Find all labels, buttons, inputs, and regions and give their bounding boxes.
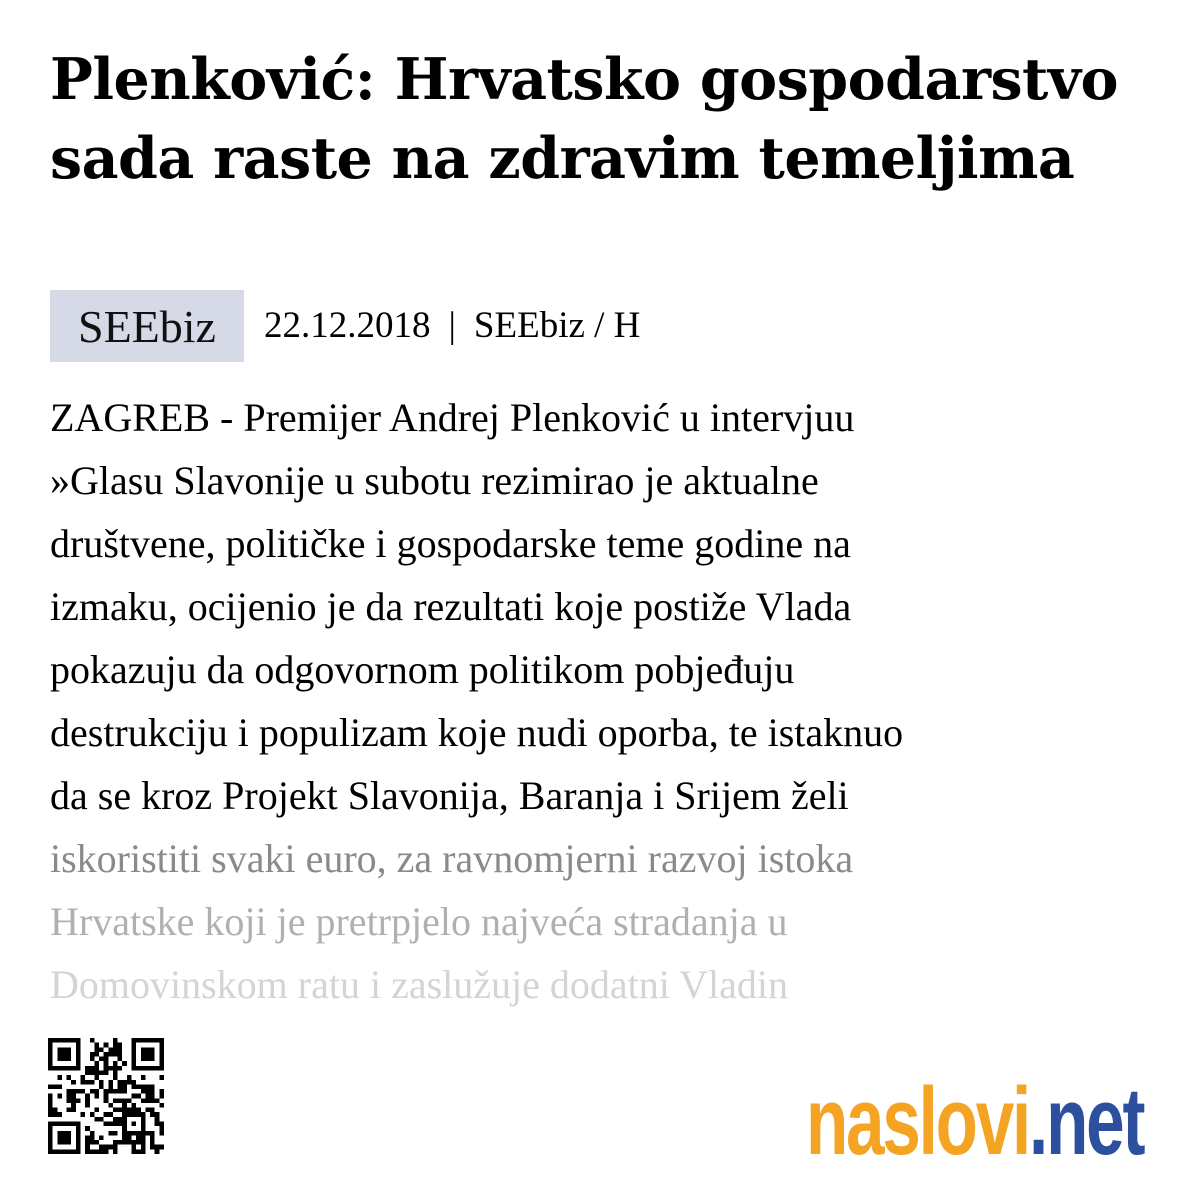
- qr-code-icon[interactable]: [48, 1038, 164, 1154]
- body-line: pokazuju da odgovornom politikom pobjeđuju: [50, 647, 795, 692]
- body-line: »Glasu Slavonije u subotu rezimirao je aktualne: [50, 458, 819, 503]
- body-line: da se kroz Projekt Slavonija, Baranja i Srijem želi: [50, 773, 849, 818]
- body-line: društvene, političke i gospodarske teme godine na: [50, 521, 851, 566]
- logo-tld-text: .net: [1029, 1068, 1144, 1175]
- body-line-faded: iskoristiti svaki euro, za ravnomjerni razvoj istoka: [50, 836, 854, 881]
- publish-date: 22.12.2018: [264, 304, 431, 346]
- source-line: SEEbiz / H: [473, 304, 641, 346]
- body-line-faded: Hrvatske koji je pretrpjelo najveća stradanja u: [50, 899, 788, 944]
- body-line: ZAGREB - Premijer Andrej Plenković u intervjuu: [50, 395, 855, 440]
- meta-separator: |: [448, 304, 456, 346]
- naslovi-logo[interactable]: [806, 1058, 1144, 1175]
- article-body: [50, 386, 1170, 1008]
- body-line: destrukciju i populizam koje nudi oporba, te istaknuo: [50, 710, 904, 755]
- article-headline[interactable]: Plenković: Hrvatsko gospodarstvo sada raste na zdravim temeljima: [50, 46, 1119, 192]
- article-meta: [264, 300, 640, 350]
- logo-main-text: naslovi: [806, 1068, 1030, 1175]
- source-badge[interactable]: SEEbiz: [50, 290, 244, 362]
- body-line-faded: Domovinskom ratu i zaslužuje dodatni Vladin: [50, 962, 789, 1007]
- body-line: izmaku, ocijenio je da rezultati koje postiže Vlada: [50, 584, 852, 629]
